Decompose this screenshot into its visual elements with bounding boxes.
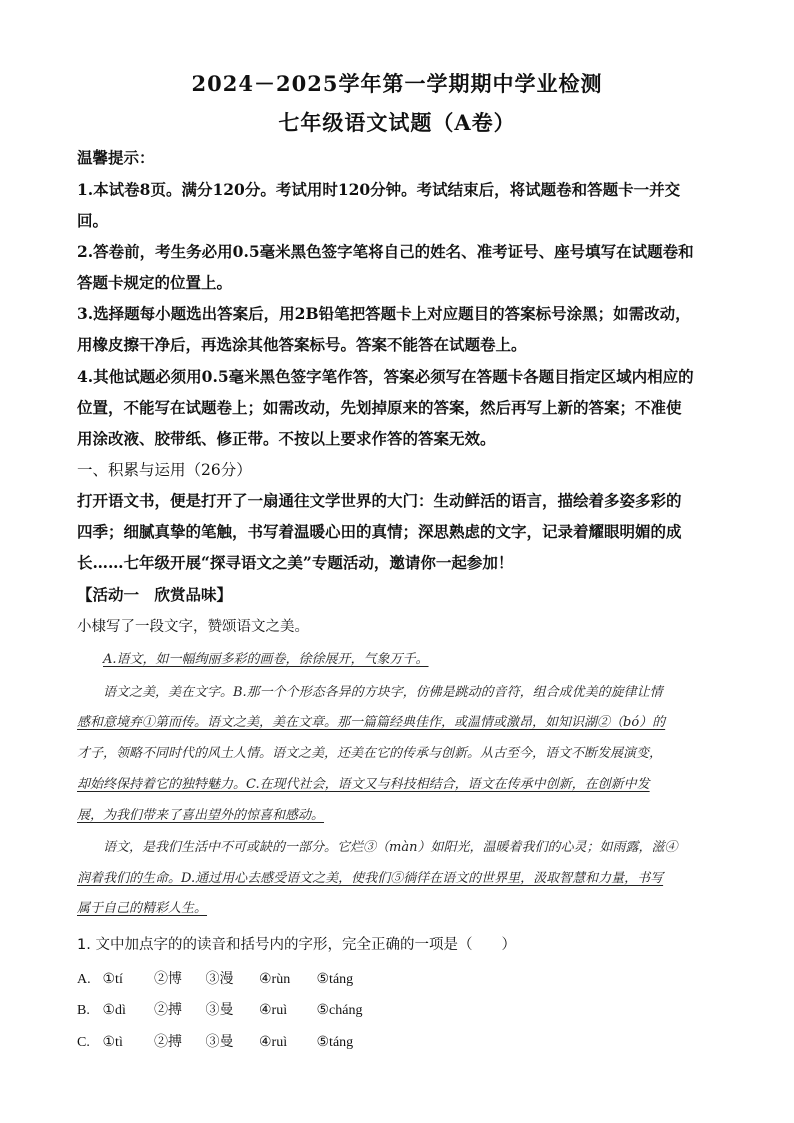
activity-lead: 小棣写了一段文字，赞颂语文之美。: [77, 619, 309, 635]
option-item: ④rùn: [259, 972, 291, 987]
notice-label: 温馨提示：: [77, 148, 155, 167]
answer-option-c[interactable]: [77, 1031, 353, 1051]
option-letter: A.: [77, 972, 91, 987]
section-intro-line: 打开语文书，便是打开了一扇通往文学世界的大门：生动鲜活的语言，描绘着多姿多彩的: [77, 491, 682, 510]
passage-line: 属于自己的精彩人生。: [77, 901, 208, 916]
option-item: ⑤táng: [316, 972, 354, 987]
option-letter: B.: [77, 1003, 90, 1018]
option-item: ③曼: [205, 1035, 234, 1050]
exam-title: 2024－2025学年第一学期期中学业检测: [191, 71, 603, 96]
notice-line: 用涂改液、胶带纸、修正带。不按以上要求作答的答案无效。: [77, 429, 496, 448]
answer-option-a[interactable]: [77, 968, 353, 988]
notice-line: 答题卡规定的位置上。: [77, 273, 233, 292]
passage-line: 展，为我们带来了喜出望外的惊喜和感动。: [77, 808, 325, 823]
notice-line: 2.答卷前，考生务必用0.5毫米黑色签字笔将自己的姓名、准考证号、座号填写在试题卷和: [77, 242, 694, 261]
exam-subtitle: 七年级语文试题（A卷）: [278, 110, 516, 135]
option-item: ②博: [154, 972, 182, 987]
passage-line: A.语文，如一幅绚丽多彩的画卷，徐徐展开，气象万千。: [103, 652, 429, 667]
option-item: ③漫: [205, 972, 234, 987]
passage-line: 却始终保持着它的独特魅力。C.在现代社会，语文又与科技相结合，语文在传承中创新，在创新中发: [77, 777, 650, 792]
notice-line: 回。: [77, 211, 109, 230]
section-intro-line: 四季；细腻真挚的笔触，书写着温暖心田的真情；深思熟虑的文字，记录着耀眼明媚的成: [77, 522, 682, 541]
notice-line: 用橡皮擦干净后，再选涂其他答案标号。答案不能答在试题卷上。: [77, 335, 527, 354]
notice-line: 位置，不能写在试题卷上；如需改动，先划掉原来的答案，然后再写上新的答案；不准使: [77, 398, 682, 417]
option-letter: C.: [77, 1035, 90, 1050]
option-item: ⑤cháng: [316, 1003, 363, 1018]
section-heading: 一、积累与运用（26分）: [77, 461, 252, 479]
passage-line: 语文之美，美在文字。B.那一个个形态各异的方块字，仿佛是跳动的音符，组合成优美的旋律让情: [103, 685, 663, 700]
option-item: ①tì: [102, 1035, 123, 1050]
answer-option-b[interactable]: [77, 999, 362, 1019]
option-item: ②搏: [154, 1035, 182, 1050]
option-item: ④ruì: [259, 1035, 288, 1050]
option-item: ⑤táng: [316, 1035, 354, 1050]
notice-line: 3.选择题每小题选出答案后，用2B铅笔把答题卡上对应题目的答案标号涂黑；如需改动，: [77, 304, 691, 323]
option-item: ①dì: [102, 1003, 126, 1018]
passage-line: 润着我们的生命。D.通过用心去感受语文之美，使我们⑤徜徉在语文的世界里，汲取智慧和力量，书写: [77, 871, 664, 886]
option-item: ②搏: [154, 1003, 182, 1018]
passage-line: 才子，领略不同时代的风土人情。语文之美，还美在它的传承与创新。从古至今，语文不断发展演变，: [77, 746, 663, 761]
notice-line: 1.本试卷8页。满分120分。考试用时120分钟。考试结束后，将试题卷和答题卡一并交: [77, 180, 681, 199]
activity-heading: 【活动一 欣赏品味】: [77, 585, 233, 604]
passage-line: 语文，是我们生活中不可或缺的一部分。它烂③（màn）如阳光，温暖着我们的心灵；如雨露，滋④: [103, 840, 678, 855]
notice-line: 4.其他试题必须用0.5毫米黑色签字笔作答，答案必须写在答题卡各题目指定区域内相应的: [77, 367, 694, 386]
option-item: ④ruì: [259, 1003, 288, 1018]
option-item: ③曼: [205, 1003, 234, 1018]
section-intro-line: 长……七年级开展“探寻语文之美”专题活动，邀请你一起参加！: [77, 553, 514, 572]
passage-line: 感和意境弃①第而传。语文之美，美在文章。那一篇篇经典佳作，或温情或激昂，如知识湖②（bó）的: [77, 715, 666, 730]
question-stem: 1. 文中加点字的的读音和括号内的字形，完全正确的一项是（ ）: [77, 937, 516, 953]
option-item: ①tí: [102, 972, 123, 987]
